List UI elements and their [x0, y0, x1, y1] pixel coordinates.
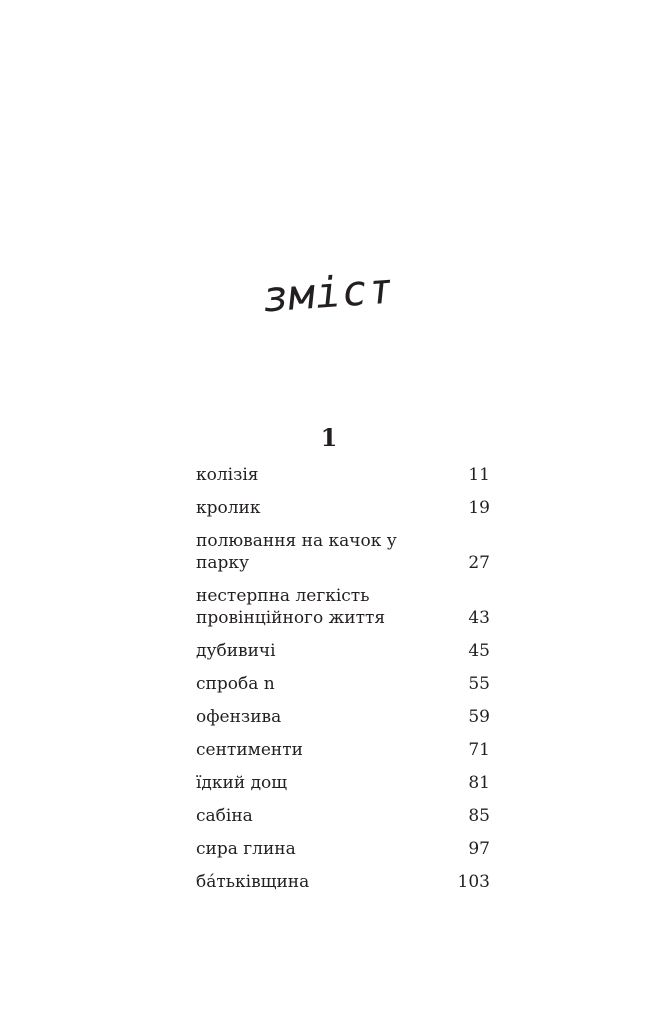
toc-entry-page: 43: [468, 608, 490, 628]
toc-entry-title: їдкий дощ: [196, 773, 288, 793]
toc-entry-page: 81: [468, 773, 490, 793]
toc-entry-title: дубивичі: [196, 641, 276, 661]
toc-entry-page: 103: [457, 872, 490, 892]
toc-entry-page: 19: [468, 498, 490, 518]
toc-entry-page: 11: [468, 465, 490, 485]
toc-entry-title: [196, 585, 385, 629]
toc-entry: [196, 838, 490, 860]
title-container: [0, 263, 658, 322]
toc-entry: [196, 673, 490, 695]
toc-entry-page: 97: [468, 839, 490, 859]
toc-entry: [196, 497, 490, 519]
part-number: 1: [320, 423, 338, 452]
toc-entry-title: ба́тьківщина: [196, 872, 310, 892]
toc-entry: [196, 772, 490, 794]
toc-entry-title: полювання на качок у парку: [196, 531, 397, 573]
toc-entry: [196, 585, 490, 629]
toc-entry-title-line-2: провінційного життя: [196, 608, 386, 628]
toc-entry-title: сира глина: [196, 839, 296, 859]
toc-entry-title: кролик: [196, 498, 261, 518]
toc-entry-page: 59: [468, 707, 490, 727]
toc-entry: [196, 530, 490, 574]
toc-entry: [196, 871, 490, 893]
toc-entry-title: сентименти: [196, 740, 303, 760]
table-of-contents: [196, 464, 490, 904]
toc-entry-title: офензива: [196, 707, 282, 727]
toc-entry: [196, 464, 490, 486]
toc-entry: [196, 739, 490, 761]
toc-entry: [196, 805, 490, 827]
toc-entry-title: сабіна: [196, 806, 253, 826]
page-title: зміст: [260, 263, 398, 322]
toc-entry-page: 71: [468, 740, 490, 760]
toc-entry-title-line-1: нестерпна легкість: [196, 586, 370, 606]
toc-entry: [196, 640, 490, 662]
toc-entry-page: 55: [468, 674, 490, 694]
toc-entry: [196, 706, 490, 728]
toc-entry-title: спроба n: [196, 674, 275, 694]
toc-entry-page: 27: [468, 553, 490, 573]
toc-entry-page: 85: [468, 806, 490, 826]
toc-entry-page: 45: [468, 641, 490, 661]
toc-entry-title: колізія: [196, 465, 259, 485]
